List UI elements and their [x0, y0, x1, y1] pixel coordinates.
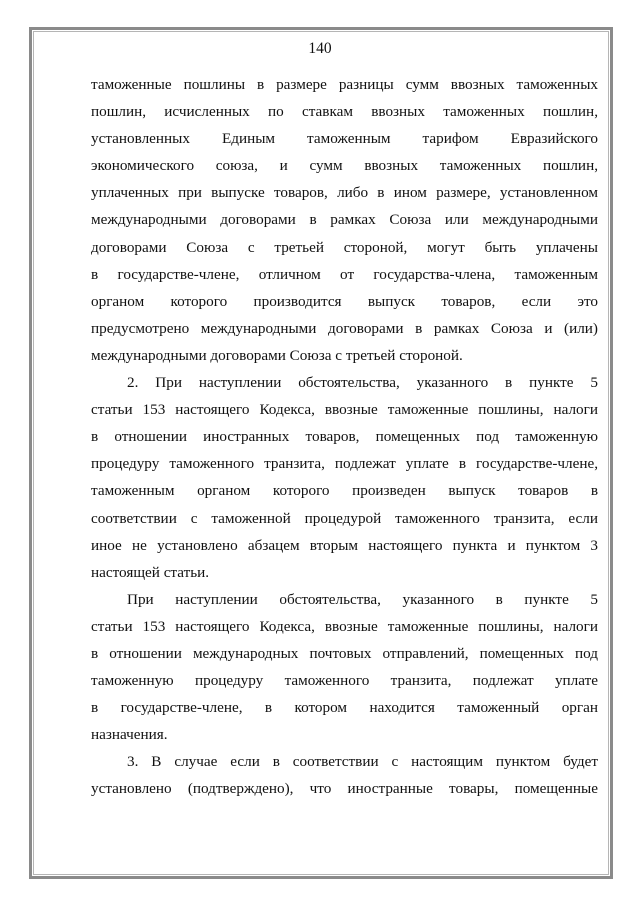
document-body	[91, 71, 598, 803]
paragraph-3	[91, 586, 598, 749]
text-line: процедуру таможенного транзита, подлежат уплате в государстве-члене,	[91, 455, 598, 473]
text-line: назначения.	[91, 726, 168, 744]
text-line: в государстве-члене, в котором находится таможенный орган	[91, 699, 598, 717]
paragraph-1	[91, 71, 598, 369]
text-line: статьи 153 настоящего Кодекса, ввозные таможенные пошлины, налоги	[91, 617, 598, 635]
text-line: установлено (подтверждено), что иностранные товары, помещенные	[91, 780, 598, 798]
page-number: 140	[308, 40, 332, 57]
text-line: настоящей статьи.	[91, 563, 210, 581]
text-line: статьи 153 настоящего Кодекса, ввозные таможенные пошлины, налоги	[91, 401, 598, 419]
text-line: международными договорами Союза с третьей стороной.	[91, 346, 463, 364]
text-line: в отношении международных почтовых отправлений, помещенных под	[91, 644, 598, 662]
text-line: органом которого производится выпуск товаров, если это	[91, 292, 598, 310]
text-line: таможенным органом которого произведен выпуск товаров в	[91, 482, 598, 500]
text-line: международными договорами в рамках Союза или международными	[91, 211, 598, 229]
text-line: 2. При наступлении обстоятельства, указанного в пункте 5	[127, 374, 598, 392]
text-line: предусмотрено международными договорами в рамках Союза и (или)	[91, 319, 598, 337]
text-line: При наступлении обстоятельства, указанного в пункте 5	[127, 590, 598, 608]
text-line: экономического союза, и сумм ввозных таможенных пошлин,	[91, 157, 598, 175]
text-line: иное не установлено абзацем вторым настоящего пункта и пунктом 3	[91, 536, 598, 554]
paragraph-4	[91, 748, 598, 802]
text-line: соответствии с таможенной процедурой таможенного транзита, если	[91, 509, 598, 527]
text-line: в отношении иностранных товаров, помещенных под таможенную	[91, 428, 598, 446]
paragraph-2	[91, 369, 598, 586]
text-line: уплаченных при выпуске товаров, либо в ином размере, установленном	[91, 184, 598, 202]
text-line: в государстве-члене, отличном от государства-члена, таможенным	[91, 265, 598, 283]
text-line: таможенные пошлины в размере разницы сумм ввозных таможенных	[91, 76, 598, 93]
text-line: 3. В случае если в соответствии с настоящим пунктом будет	[127, 753, 598, 771]
text-line: установленных Единым таможенным тарифом Евразийского	[91, 130, 598, 148]
text-line: пошлин, исчисленных по ставкам ввозных таможенных пошлин,	[91, 103, 598, 121]
text-line: таможенную процедуру таможенного транзита, подлежат уплате	[91, 672, 598, 690]
text-line: договорами Союза с третьей стороной, могут быть уплачены	[91, 238, 598, 256]
